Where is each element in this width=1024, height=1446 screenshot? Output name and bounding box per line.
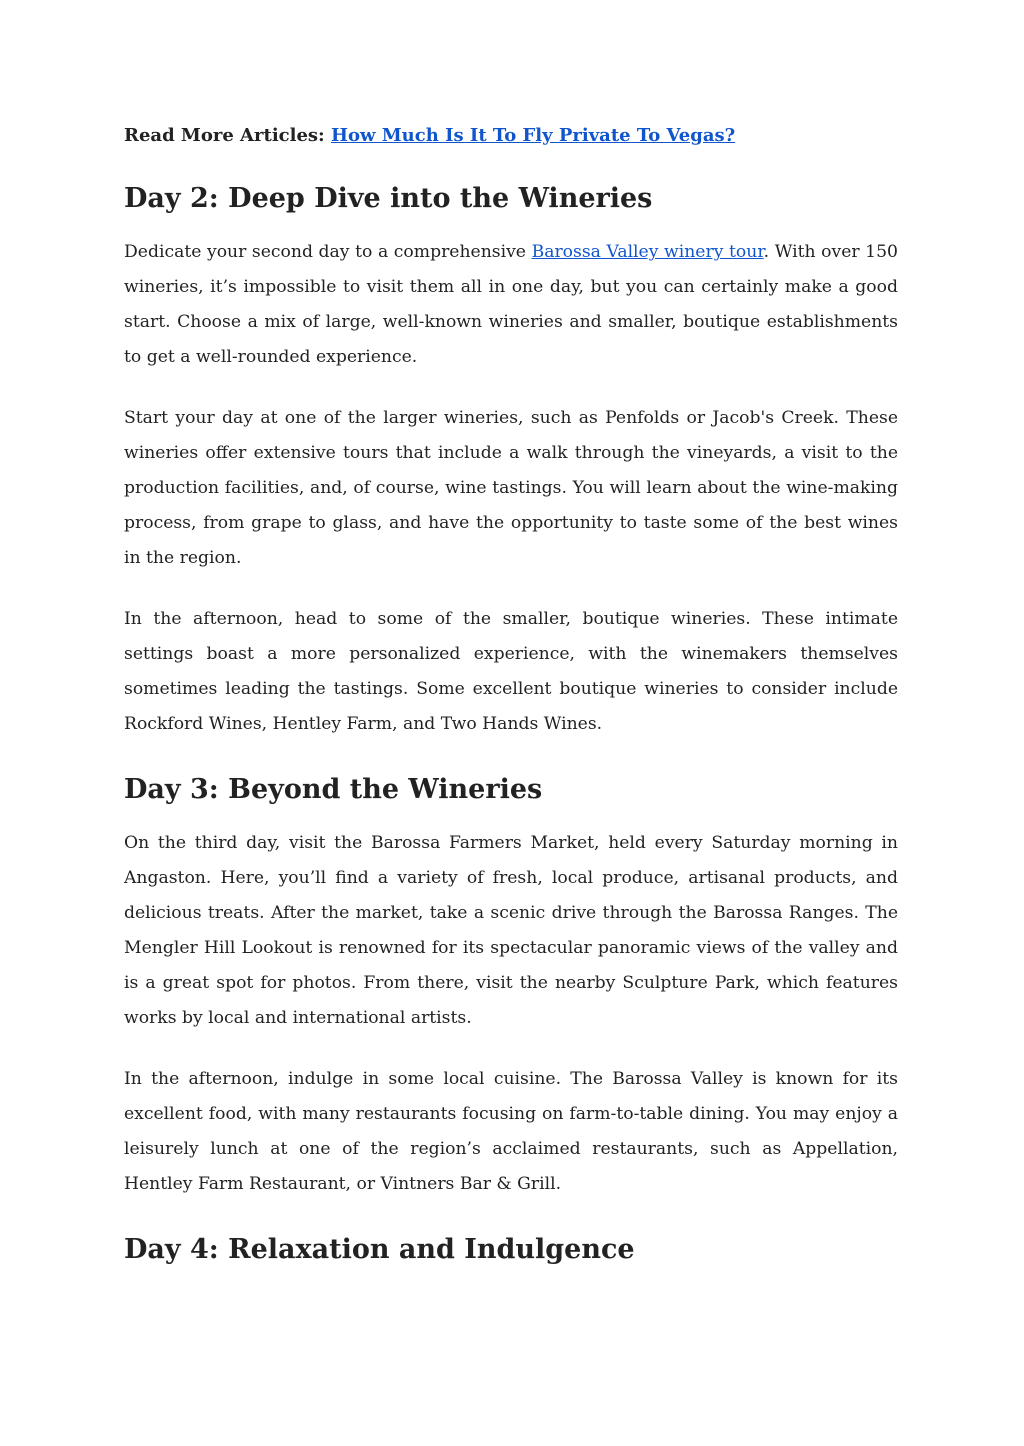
read-more-article-link[interactable]: How Much Is It To Fly Private To Vegas? bbox=[330, 125, 736, 146]
read-more-label: Read More Articles: bbox=[124, 125, 325, 146]
day3-paragraph-2: In the afternoon, indulge in some local cuisine. The Barossa Valley is known for its excellent food, with many restaurants focusing on farm-to-table dining. You may enjoy a leisurely lunch at one of the region’s acclaimed restaurants, such as Appellation, Hentley Farm Restaurant, or Vintners Bar & Grill. bbox=[124, 1069, 898, 1194]
day2-paragraph-2: Start your day at one of the larger wineries, such as Penfolds or Jacob's Creek. These wineries offer extensive tours that include a walk through the vineyards, a visit to the production facilities, and, of course, wine tastings. You will learn about the wine-making process, from grape to glass, and have the opportunity to taste some of the best wines in the region. bbox=[124, 408, 898, 568]
day3-paragraph-1: On the third day, visit the Barossa Farmers Market, held every Saturday morning in Angaston. Here, you’ll find a variety of fresh, local produce, artisanal products, and delicious treats. After the market, take a scenic drive through the Barossa Ranges. The Mengler Hill Lookout is renowned for its spectacular panoramic views of the valley and is a great spot for photos. From there, visit the nearby Sculpture Park, which features works by local and international artists. bbox=[124, 833, 898, 1028]
day2-paragraph-1 bbox=[124, 235, 898, 375]
day2-paragraph-1-intro: Dedicate your second day to a comprehensive bbox=[124, 242, 532, 262]
day2-paragraph-3: In the afternoon, head to some of the smaller, boutique wineries. These intimate settings boast a more personalized experience, with the winemakers themselves sometimes leading the tastings. Some excellent boutique wineries to consider include Rockford Wines, Hentley Farm, and Two Hands Wines. bbox=[124, 609, 898, 734]
winery-tour-link[interactable]: Barossa Valley winery tour bbox=[531, 242, 764, 262]
day2-heading: Day 2: Deep Dive into the Wineries bbox=[124, 183, 653, 214]
day3-heading: Day 3: Beyond the Wineries bbox=[124, 774, 543, 805]
day4-heading: Day 4: Relaxation and Indulgence bbox=[124, 1234, 635, 1265]
read-more-line bbox=[124, 122, 898, 150]
day2-paragraph-1-rest: . With over 150 wineries, it’s impossible to visit them all in one day, but you can certainly make a good start. Choose a mix of large, well-known wineries and smaller, boutique establishments to get a well-rounded experience. bbox=[124, 242, 898, 367]
